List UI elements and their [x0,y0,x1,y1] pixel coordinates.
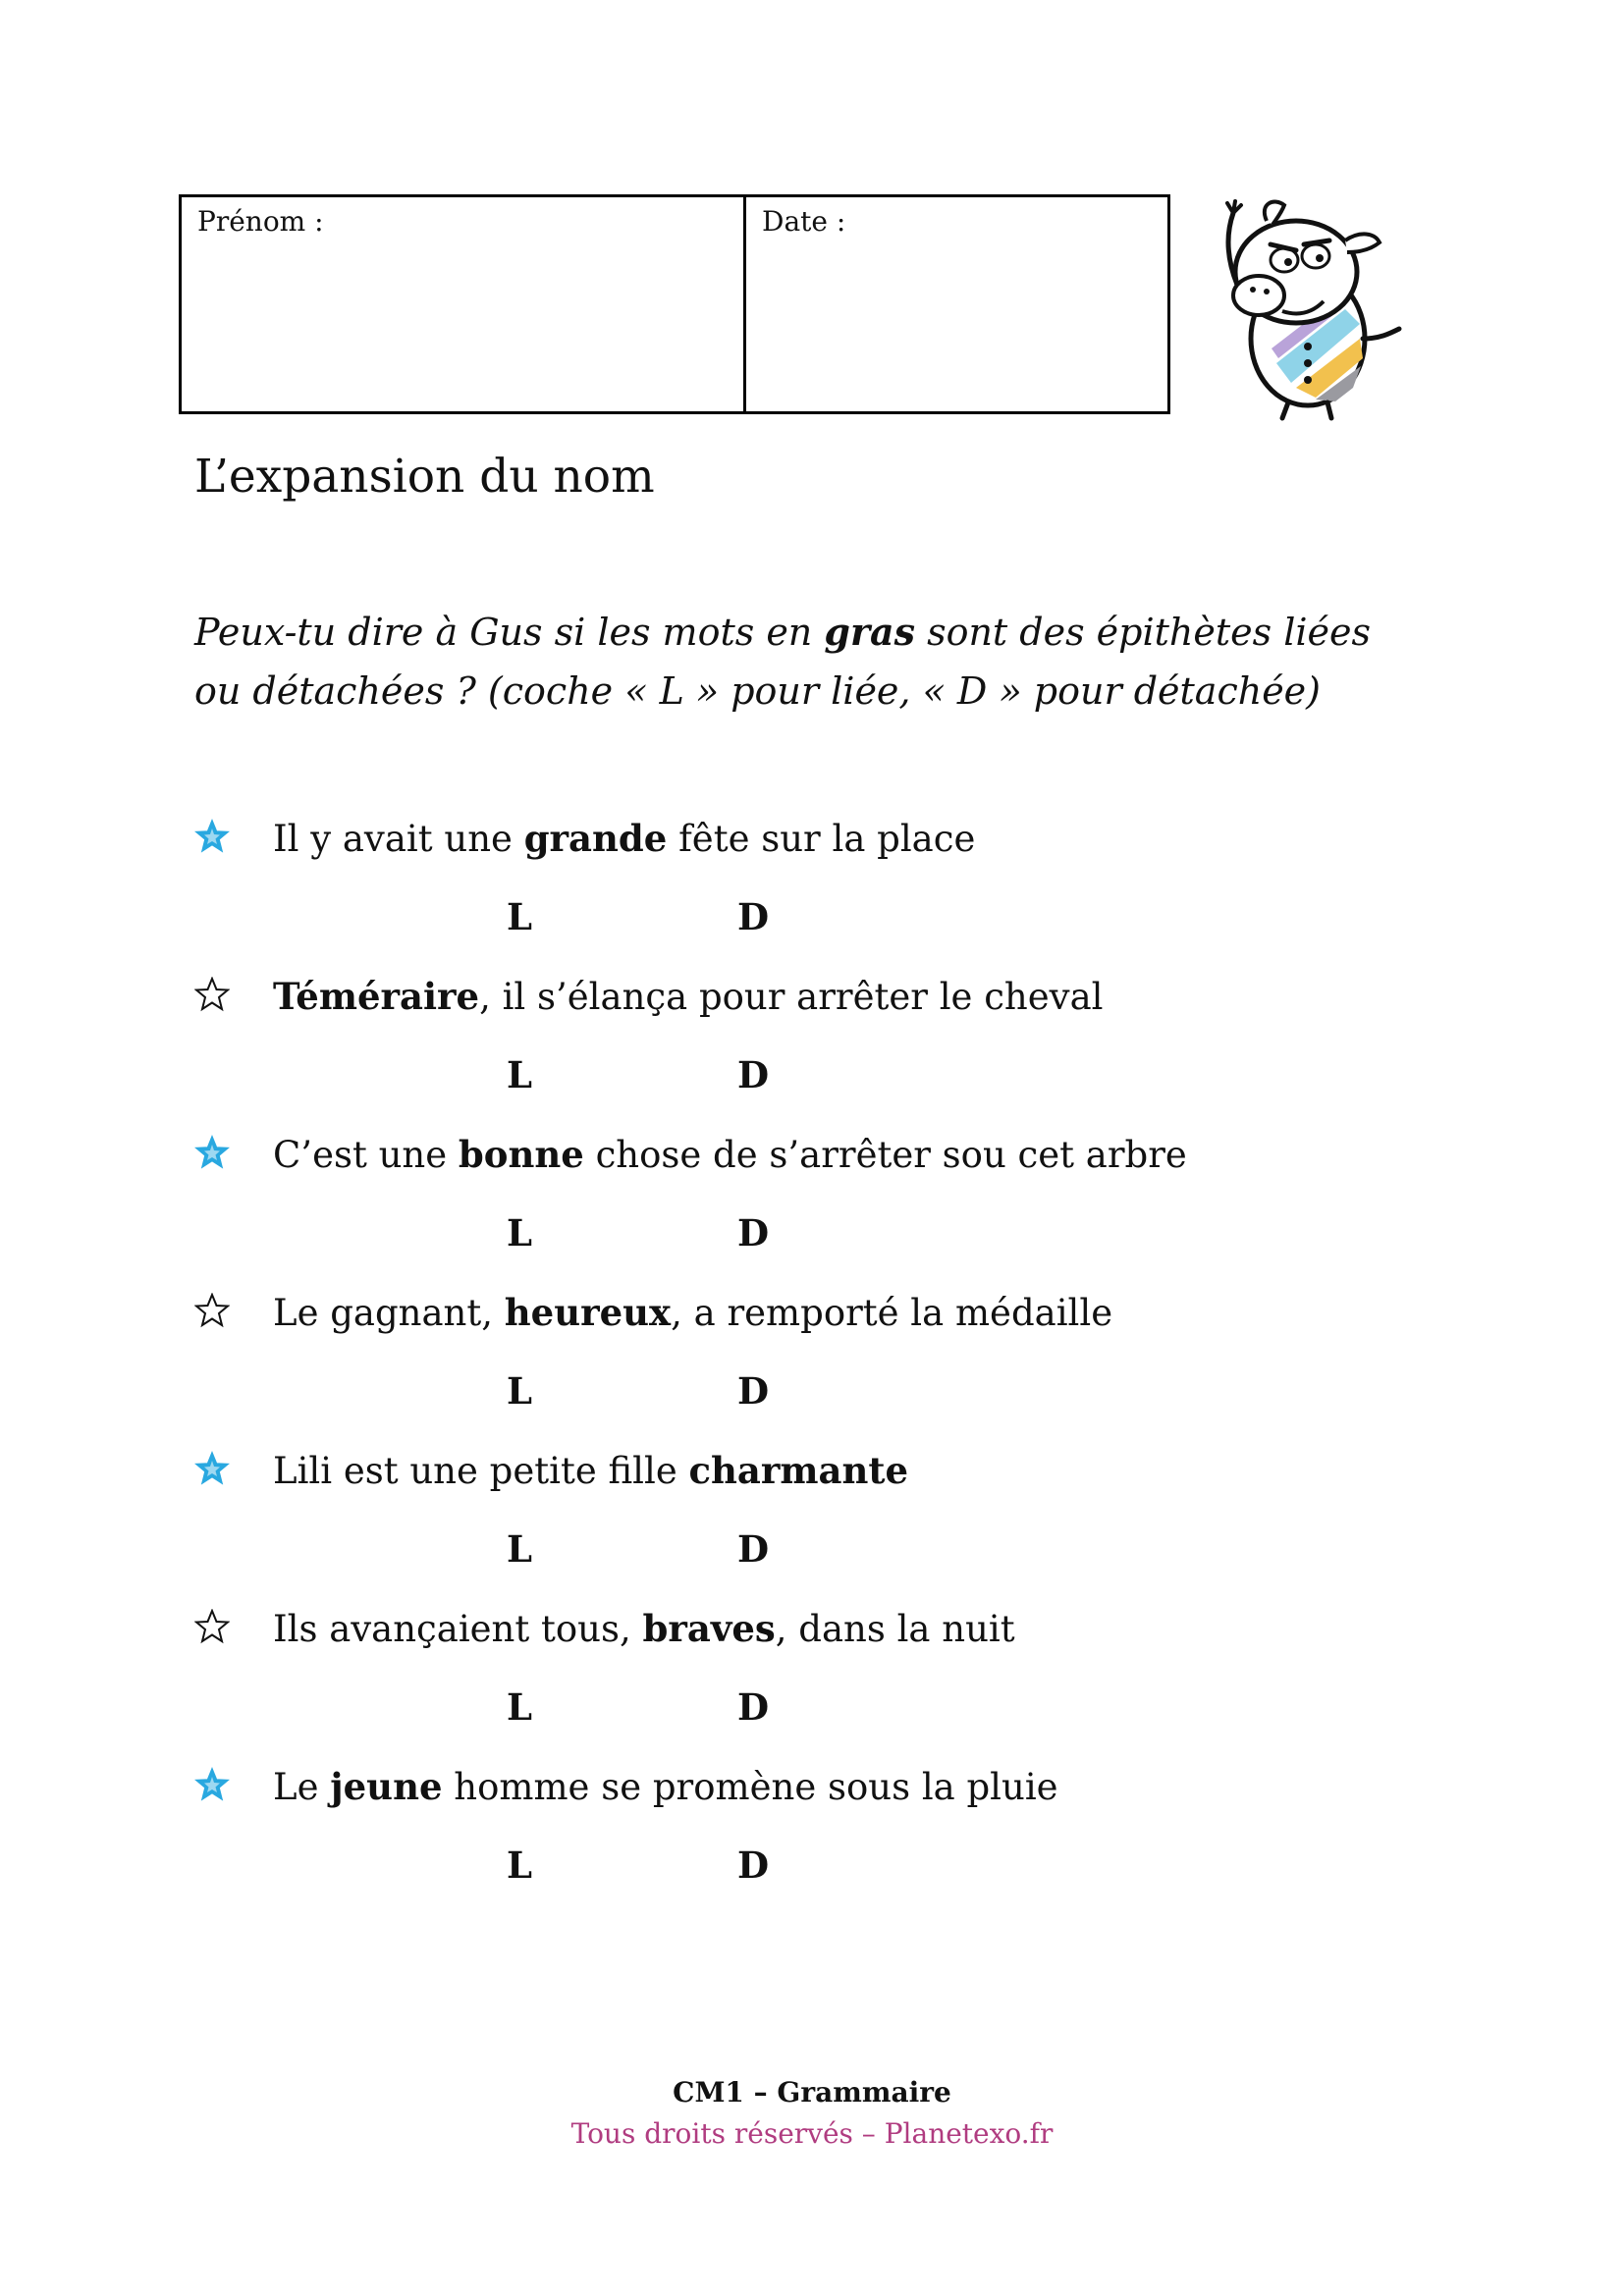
date-field[interactable] [746,197,1167,411]
exercise-instruction [194,603,1402,721]
sentence-text-after: homme se promène sous la pluie [442,1766,1058,1808]
instruction-bold-word: gras [824,610,915,654]
choice-lie-option[interactable]: L [507,1211,533,1255]
choice-lie-option[interactable]: L [507,895,533,938]
star-outline-icon [194,1293,230,1328]
choice-lie-option[interactable]: L [507,1527,533,1571]
exercise-item [194,1133,1471,1255]
bold-adjective: grande [523,817,668,860]
student-info-box [179,194,1170,414]
sentence-text-before: Ils avançaient tous, [273,1608,643,1650]
choice-lie-option[interactable]: L [507,1369,533,1413]
choice-detachee-option[interactable]: D [737,895,770,938]
prenom-label: Prénom : [197,205,324,238]
sentence-text-before: Lili est une petite fille [273,1450,689,1492]
footer-level: CM1 – Grammaire [673,2076,951,2109]
prenom-field[interactable] [182,197,746,411]
bold-adjective: charmante [688,1449,909,1492]
exercise-item [194,1449,1471,1571]
choice-lie-option[interactable]: L [507,1053,533,1096]
sentence-text-after: fête sur la place [667,818,976,860]
star-icon [194,819,230,854]
star-outline-icon [194,977,230,1012]
exercise-item [194,1291,1471,1413]
star-icon [194,1451,230,1486]
choice-detachee-option[interactable]: D [737,1053,770,1096]
bold-adjective: Téméraire [273,975,480,1018]
exercise-sentence [273,1449,908,1492]
exercise-item [194,1607,1471,1729]
sentence-text-before: C’est une [273,1134,459,1176]
sentence-text-before: Il y avait une [273,818,524,860]
exercise-item [194,1765,1471,1887]
instruction-text-end: sont des épithètes liées ou détachées ? (coche « L » pour liée, « D » pour détachée) [194,611,1371,713]
exercise-sentence [273,1133,1187,1176]
choice-detachee-option[interactable]: D [737,1211,770,1255]
page-title: L’expansion du nom [194,450,655,504]
choice-lie-option[interactable]: L [507,1685,533,1729]
exercise-sentence [273,975,1103,1018]
bold-adjective: jeune [330,1765,443,1808]
sentence-text-before: Le gagnant, [273,1292,505,1334]
choice-lie-option[interactable]: L [507,1843,533,1887]
bold-adjective: bonne [458,1133,584,1176]
sentence-text-after: , dans la nuit [775,1608,1015,1650]
bold-adjective: heureux [504,1291,672,1334]
star-outline-icon [194,1609,230,1644]
exercise-sentence [273,1291,1112,1334]
choice-detachee-option[interactable]: D [737,1527,770,1571]
choice-detachee-option[interactable]: D [737,1369,770,1413]
star-icon [194,1135,230,1170]
sentence-text-after: , a remporté la médaille [671,1292,1113,1334]
gus-mascot-illustration [1198,191,1414,422]
choice-detachee-option[interactable]: D [737,1843,770,1887]
date-label: Date : [762,205,846,238]
instruction-text-start: Peux-tu dire à Gus si les mots en [194,611,825,654]
exercise-sentence [273,1765,1058,1808]
bold-adjective: braves [642,1607,776,1650]
exercise-item [194,817,1471,938]
sentence-text-before: Le [273,1766,331,1808]
sentence-text-after: chose de s’arrêter sou cet arbre [583,1134,1187,1176]
footer-rights: Tous droits réservés – Planetexo.fr [570,2117,1054,2150]
sentence-text-after: , il s’élança pour arrêter le cheval [479,976,1104,1018]
choice-detachee-option[interactable]: D [737,1685,770,1729]
star-icon [194,1767,230,1802]
exercise-item [194,975,1471,1096]
exercise-sentence [273,1607,1015,1650]
exercise-sentence [273,817,975,860]
